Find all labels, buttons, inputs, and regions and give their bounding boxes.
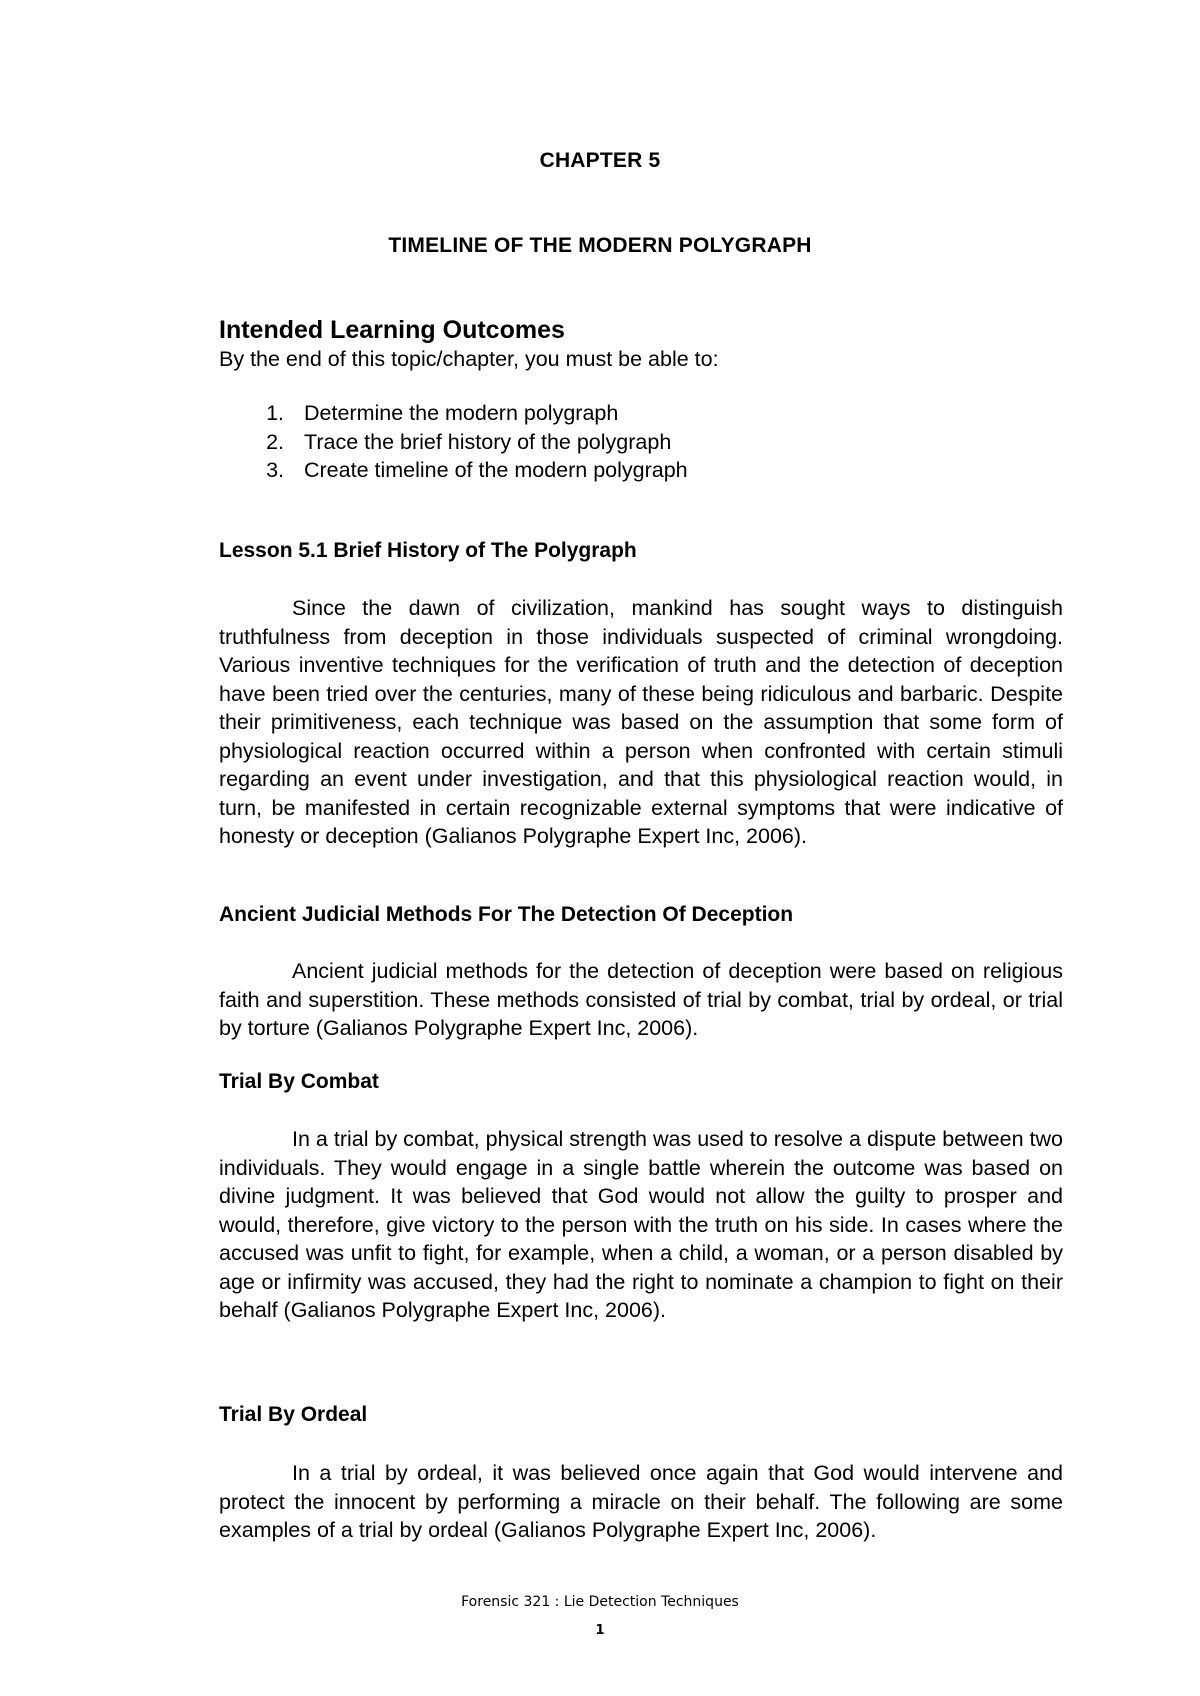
combat-heading: Trial By Combat — [219, 1070, 379, 1093]
ancient-paragraph: Ancient judicial methods for the detection of deception were based on religious faith and superstition. These methods consisted of trial by combat, trial by ordeal, or trial by torture (Galianos Polygraphe Expert Inc, 2006). — [219, 959, 1063, 1040]
ilo-heading: Intended Learning Outcomes — [219, 316, 565, 344]
list-item — [254, 428, 688, 457]
list-item-number: 3. — [266, 458, 284, 482]
chapter-label: CHAPTER 5 — [539, 149, 661, 172]
ancient-heading: Ancient Judicial Methods For The Detection Of Deception — [219, 903, 794, 926]
list-item-number: 1. — [266, 401, 284, 425]
list-item — [254, 399, 688, 428]
lesson-paragraph: Since the dawn of civilization, mankind has sought ways to distinguish truthfulness from deception in those individuals suspected of criminal wrongdoing. Various inventive techniques for the verification of truth and the detection of deception have been tried over the centuries, many of these being ridiculous and barbaric. Despite their primitiveness, each technique was based on the assumption that some form of physiological reaction occurred within a person when confronted with certain stimuli regarding an event under investigation, and that this physiological reaction would, in turn, be manifested in certain recognizable external symptoms that were indicative of honesty or deception (Galianos Polygraphe Expert Inc, 2006). — [219, 596, 1063, 848]
page-number: 1 — [595, 1623, 605, 1638]
footer-course: Forensic 321 : Lie Detection Techniques — [461, 1594, 739, 1610]
ordeal-heading: Trial By Ordeal — [219, 1403, 368, 1426]
ilo-list — [254, 399, 688, 485]
lesson-heading: Lesson 5.1 Brief History of The Polygraph — [219, 539, 637, 562]
list-item-text: Trace the brief history of the polygraph — [304, 429, 672, 454]
list-item-number: 2. — [266, 429, 284, 454]
ilo-intro: By the end of this topic/chapter, you must be able to: — [219, 347, 719, 371]
ordeal-paragraph: In a trial by ordeal, it was believed once again that God would intervene and protect the innocent by performing a miracle on their behalf. The following are some examples of a trial by ordeal (Galianos Polygraphe Expert Inc, 2006). — [219, 1461, 1063, 1542]
list-item-text: Create timeline of the modern polygraph — [304, 458, 688, 482]
list-item-text: Determine the modern polygraph — [304, 401, 619, 425]
combat-paragraph: In a trial by combat, physical strength was used to resolve a dispute between two individuals. They would engage in a single battle wherein the outcome was based on divine judgment. It was believed that God would not allow the guilty to prosper and would, therefore, give victory to the person with the truth on his side. In cases where the accused was unfit to fight, for example, when a child, a woman, or a person disabled by age or infirmity was accused, they had the right to nominate a champion to fight on their behalf (Galianos Polygraphe Expert Inc, 2006). — [219, 1127, 1063, 1322]
list-item — [254, 456, 688, 485]
chapter-title: TIMELINE OF THE MODERN POLYGRAPH — [388, 234, 812, 257]
